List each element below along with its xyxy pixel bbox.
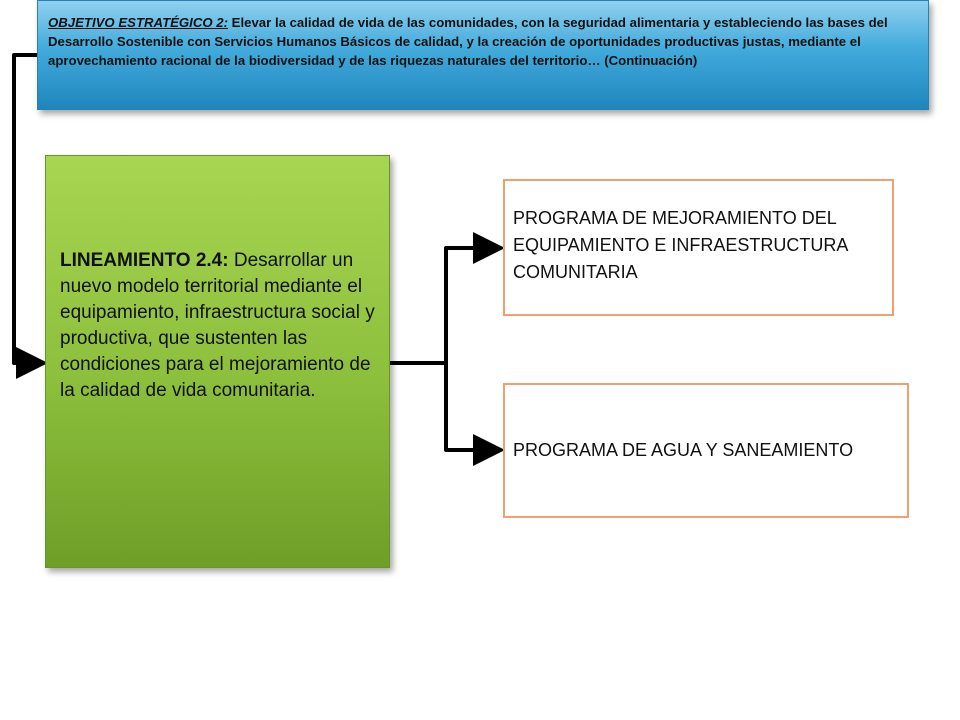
lineamiento-label: LINEAMIENTO 2.4:: [60, 250, 229, 271]
program-label: PROGRAMA DE AGUA Y SANEAMIENTO: [513, 440, 854, 460]
program-box-agua: [503, 383, 909, 518]
lineamiento-to-program-2-connector: [446, 363, 497, 450]
program-box-equipamiento: [503, 179, 894, 316]
objective-label: OBJETIVO ESTRATÉGICO 2:: [48, 15, 229, 30]
lineamiento-text: Desarrollar un nuevo modelo territorial mediante el equipamiento, infraestructura social y productiva, que sustenten las condiciones para el mejoramiento de la calidad de vida comunitaria.: [60, 250, 375, 401]
lineamiento-box: [45, 155, 390, 568]
objective-box: [37, 0, 929, 110]
objective-text: Elevar la calidad de vida de las comunidades, con la seguridad alimentaria y estableciendo las bases del Desarrollo Sostenible con Servicios Humanos Básicos de calidad, y la creación de oportunidades productivas justas, mediante el aprovechamiento racional de la biodiversidad y de las riquezas naturales del territorio… (Continuación): [48, 15, 888, 68]
lineamiento-to-program-1-connector: [446, 248, 497, 363]
program-label: PROGRAMA DE MEJORAMIENTO DEL EQUIPAMIENTO E INFRAESTRUCTURA COMUNITARIA: [513, 208, 848, 282]
